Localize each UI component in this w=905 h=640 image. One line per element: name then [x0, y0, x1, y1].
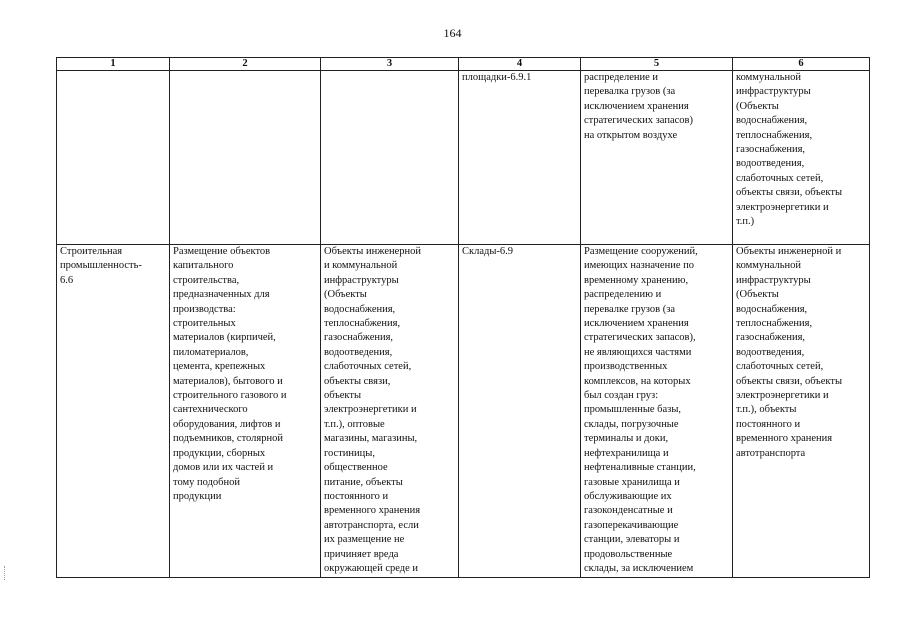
table-cell	[57, 71, 170, 245]
margin-mark	[4, 566, 7, 580]
cell-text: Склады-6.9	[462, 246, 514, 257]
table-cell	[321, 245, 459, 578]
table-cell	[57, 245, 170, 578]
table-cell	[581, 245, 733, 578]
cell-text: коммунальной инфраструктуры (Объекты водоснабжения, теплоснабжения, газоснабжения, водоотведения, слаботочных сетей, объекты связи, объекты электроэнергетики и т.п.)	[736, 72, 843, 228]
cell-text: Размещение объектов капитального строительства, предназначенных для производства: строительных материалов (кирпичей, пиломатериалов, цемента, крепежных материалов), бытового и строительного газового и сантехнического оборудования, лифтов и подъемников, столярной продукции, сборных домов или их частей и тому подобной продукции	[173, 246, 287, 502]
table-cell	[170, 71, 321, 245]
column-header: 5	[581, 58, 733, 71]
cell-text: Строительная промышленность- 6.6	[60, 246, 142, 286]
table-cell	[581, 71, 733, 245]
column-header: 1	[57, 58, 170, 71]
page-number: 164	[443, 26, 462, 40]
column-header: 3	[321, 58, 459, 71]
cell-text: площадки-6.9.1	[462, 72, 532, 83]
table-cell	[733, 245, 870, 578]
table-header-row	[57, 58, 870, 71]
table-row	[57, 71, 870, 245]
column-header: 2	[170, 58, 321, 71]
table-cell	[321, 71, 459, 245]
table-cell	[459, 71, 581, 245]
document-table	[56, 57, 870, 578]
cell-text: распределение и перевалка грузов (за исключением хранения стратегических запасов) на открытом воздухе	[584, 72, 693, 141]
table-cell	[170, 245, 321, 578]
column-header: 4	[459, 58, 581, 71]
cell-text: Размещение сооружений, имеющих назначение по временному хранению, распределению и перевалке грузов (за исключением хранения стратегических запасов), не являющихся частями производственных комплексов, на которых был создан груз: промышленные базы, склады, погрузочные терминалы и доки, нефтехранилища и нефтеналивные станции, газовые хранилища и обслуживающие их газоконденсатные и газоперекачивающие станции, элеваторы и продовольственные склады, за исключением	[584, 246, 698, 574]
cell-text: Объекты инженерной и коммунальной инфраструктуры (Объекты водоснабжения, теплоснабжения, газоснабжения, водоотведения, слаботочных сетей, объекты связи, объекты электроэнергетики и т.п.), оптовые магазины, магазины, гостиницы, общественное питание, объекты постоянного и временного хранения автотранспорта, если их размещение не причиняет вреда окружающей среде и	[324, 246, 422, 574]
column-header: 6	[733, 58, 870, 71]
table-cell	[459, 245, 581, 578]
table-cell	[733, 71, 870, 245]
table-row	[57, 245, 870, 578]
cell-text: Объекты инженерной и коммунальной инфраструктуры (Объекты водоснабжения, теплоснабжения, газоснабжения, водоотведения, слаботочных сетей, объекты связи, объекты электроэнергетики и т.п.), объекты постоянного и временного хранения автотранспорта	[736, 246, 843, 459]
